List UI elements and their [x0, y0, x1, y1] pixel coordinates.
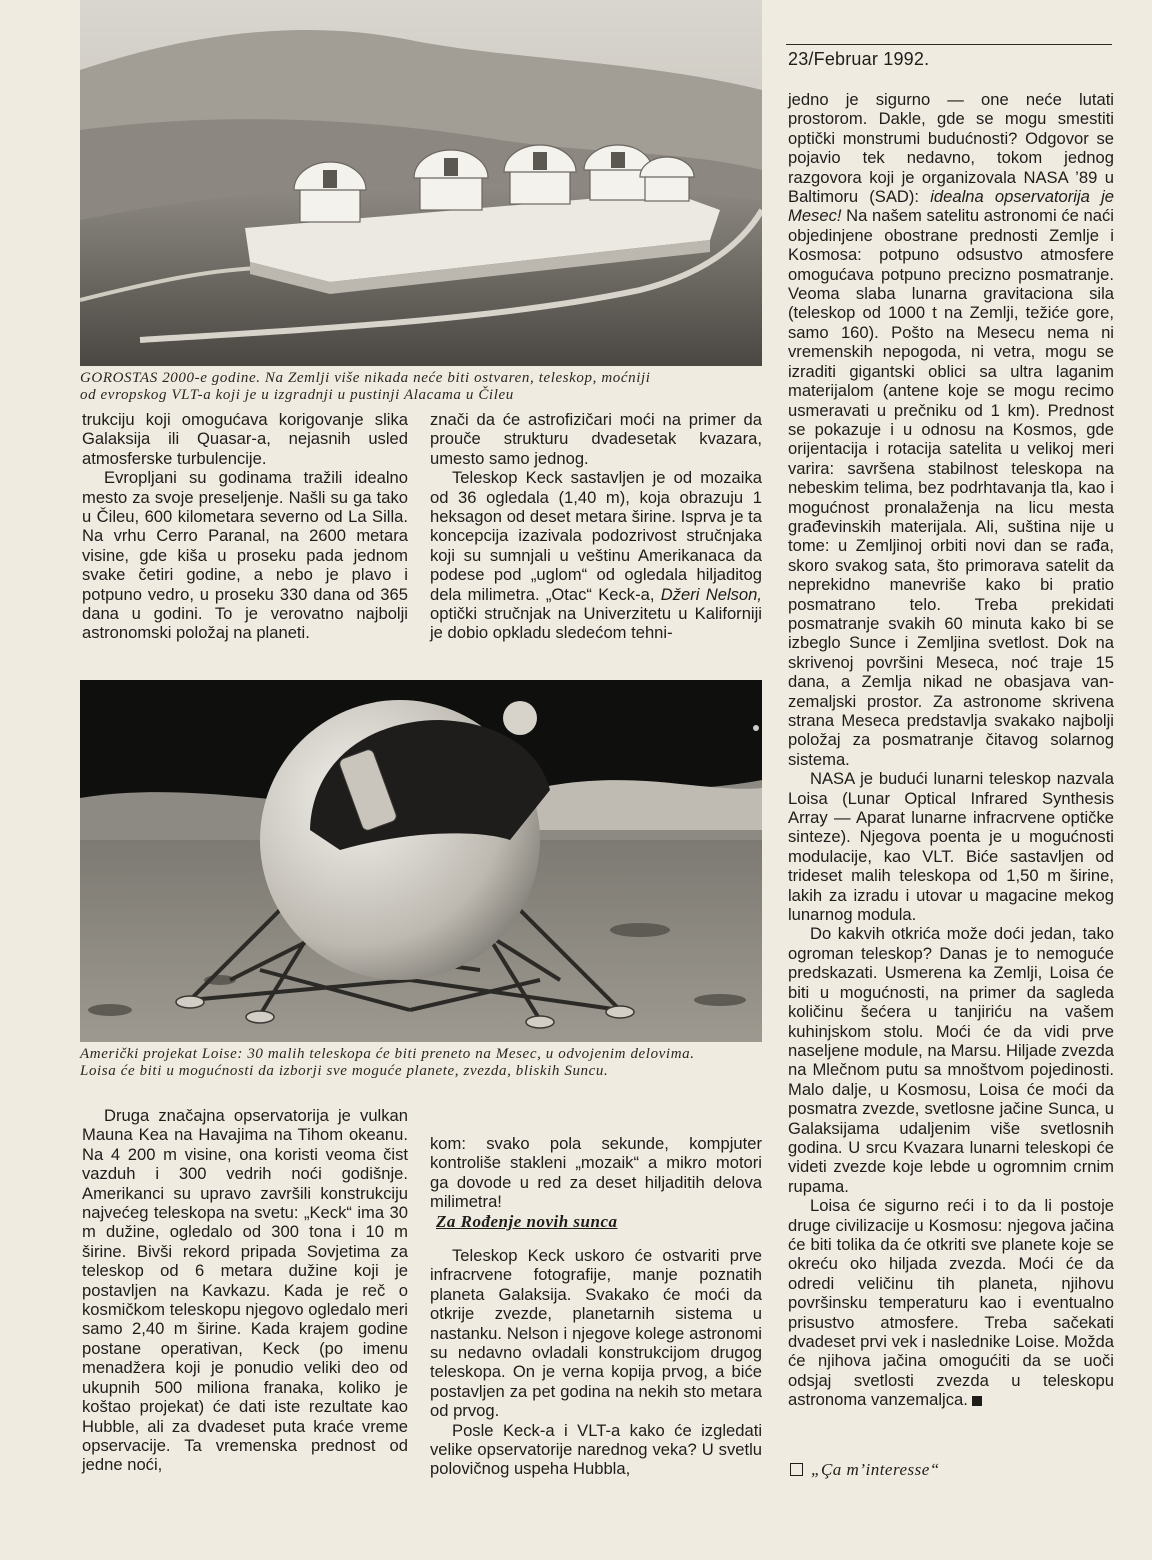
- paragraph: trukciju koji omogućava korigovanje slika Galaksija ili Quasar-a, nejasnih usled atmosferske turbulencije.: [82, 410, 408, 468]
- caption-line: Američki projekat Loise: 30 malih teleskopa će biti preneto na Mesec, u odvojenim delovima.: [80, 1046, 695, 1062]
- article-column-b-top: [430, 410, 762, 643]
- article-column-a-top: [82, 410, 408, 643]
- paragraph: NASA je budući lunarni teleskop nazvala Loisa (Lunar Optical Infrared Synthesis Array — Aparat lunarne infracrvene optičke sinteze). Njegova poenta je u mogućnosti modulacije, kao VLT. Biće sastavljen od trideset malih teleskopa od 1,50 m širine, lakih za izradu i utovar u magacine mekog lunarnog modula.: [788, 769, 1114, 925]
- source-signature: [790, 1460, 940, 1480]
- text-run: Teleskop Keck sastavljen je od mozaika od 36 ogledala (1,40 m), koja obrazuju 1 heksagon od deset metara širine. Isprva je ta koncepcija izazivala podozrivost stručnjaka koji su sumnjali u veštinu Amerikanaca da podese pod „uglom“ od ogledala hiljaditog dela milimetra. „Otac“ Keck-a,: [430, 468, 762, 604]
- article-column-a-bottom: [82, 1106, 408, 1475]
- top-photo-caption: [80, 370, 770, 404]
- lunar-telescope-illustration: [80, 680, 762, 1042]
- text-run: jedno je sigurno — one neće lutati prostorom. Dakle, gde se mogu smestiti optički monstrumi budućnosti? Odgovor se pojavio tek nedavno, tokom jednog razgovora koji je organizovala NASA ’89 u Baltimoru (SAD):: [788, 90, 1114, 207]
- article-column-b-bottom: [430, 1134, 762, 1212]
- section-subheading: Za Rođenje novih sunca: [436, 1212, 618, 1231]
- caption-line: GOROSTAS 2000-e godine. Na Zemlji više nikada neće biti ostvaren, teleskop, moćniji: [80, 370, 651, 386]
- paragraph: kom: svako pola sekunde, kompjuter kontroliše stakleni „mozaik“ a mikro motori ga dovode u red za deset hiljaditih delova milimetra!: [430, 1134, 762, 1212]
- paragraph: Do kakvih otkrića može doći jedan, tako ogroman teleskop? Danas je to nemoguće predskazati. Usmerena ka Zemlji, Loisa će biti u mogućnosti, na primer da sagleda količinu šećera u tanjiriću na vašem kuhinjskom stolu. Moći će da vidi prve naseljene module, na Marsu. Hiljade zvezda na Mlečnom putu sa mnoštvom pojedinosti. Malo dalje, u Kosmosu, Loisa će moći da posmatra zvezde, svetlosne jačine Sunca, u Galaksijama udaljenim više svetlosnih godina. U srcu Kvazara lunarni teleskopi će videti zvezde koje lebde u ogromnim crnim rupama.: [788, 924, 1114, 1196]
- paragraph: Druga značajna opservatorija je vulkan Mauna Kea na Havajima na Tihom okeanu. Na 4 200 m visine, ona koristi veoma čist vazduh i 300 vedrih noći godišnje. Amerikanci su upravo završili konstrukciju najvećeg teleskopa na svetu: „Keck“ ima 30 m dužine, ogledalo od 300 tona i 10 m širine. Bivši rekord pripada Sovjetima za teleskop od 6 metara dužine koji je postavljen na Kavkazu. Kada je reč o kosmičkom teleskopu njegovo ogledalo meri samo 2,40 m širine. Kada krajem godine postane operativan, Keck (po imenu menadžera koji je ponudio veliki deo od ukupnih 500 miliona franaka, koliko je koštao projekat) će dati iste rezultate kao Hubble, ali za dvadeset puta kraće vreme opservacije. Ta vremenska prednost od jedne noći,: [82, 1106, 408, 1475]
- paragraph: [788, 1196, 1114, 1409]
- end-mark-icon: [972, 1396, 982, 1406]
- lunar-photo-caption: [80, 1046, 770, 1080]
- paragraph: [788, 90, 1114, 769]
- header-rule: [786, 44, 1112, 45]
- paragraph: [430, 468, 762, 643]
- checkbox-square-icon: [790, 1463, 803, 1476]
- paragraph: Evropljani su godinama tražili idealno mesto za svoje preseljenje. Našli su ga tako u Čileu, 600 kilometara severno od La Silla. Na vrhu Cerro Paranal, na 2600 metara visine, gde kiša u proseku pada jednom svake četiri godine, a nebo je plavo i potpuno vedro, u proseku 330 dana od 365 dana u godini. To je verovatno najbolji astronomski položaj na planeti.: [82, 468, 408, 643]
- observatory-photo: [80, 0, 762, 366]
- text-run: Loisa će sigurno reći i to da li postoje druge civilizacije u Kosmosu: njegova jačina će biti tolika da će otkriti sve planete koje se okreću oko hiljada zvezda. Moći će da odredi veličinu tih planeta, njihovu površinsku temperaturu kao i eventualno prisustvo atmosfere. Treba sačekati dvadeset prvi vek i naslednike Loise. Možda će njihova jačina omogućiti da se uoči odsjaj svetlosti zvezda u teleskopu astronoma vanzemaljca.: [788, 1196, 1114, 1410]
- text-run: Na našem satelitu astronomi će naći objedinjene obostrane prednosti Zemlje i Kosmosa: potpuno odsustvo atmosfere omogućava potpuno precizno posmatranje. Veoma slaba lunarna gravitaciona sila (teleskop od 1000 t na Zemlji, težiće gore, samo 160). Pošto na Mesecu nema ni vremenskih nepogoda, ni vetra, mogu se izraditi gigantski oblici sa ultra laganim materijalom (antene koje se mogu recimo usmeravati u prečniku od 1 km). Prednost se pokazuje i u odnosu na Kosmos, gde orijentacija i rotacija satelita u velikoj meri varira: savršena stabilnost teleskopa na nebeskim telima, bez podrhtavanja tla, kao i mogućnost pronalaženja na licu mesta građevinskih materijala. Ali, suština nije u tome: u Zemljinoj orbiti novi dan se rađa, skoro svakog sata, što primorava satelit da neprekidno manevriše kako bi pratio posmatrano telo. Treba prekidati posmatranje svakih 60 minuta kako bi se izbeglo Sunce i Zemljina svetlost. Dok na skrivenoj površini Meseca, noć traje 15 dana, a Zemlja nikad ne obasjava van-zemaljski prostor. Za astronome skrivena strana Meseca predstavlja svakako najbolji položaj za posmatranje čitavog solarnog sistema.: [788, 206, 1114, 769]
- caption-line: od evropskog VLT-a koji je u izgradnji u pustinji Alacama u Čileu: [80, 387, 514, 403]
- paragraph: Posle Keck-a i VLT-a kako će izgledati velike opservatorije narednog veka? U svetlu polovičnog uspeha Hubbla,: [430, 1420, 762, 1479]
- person-name: Džeri Nelson,: [660, 584, 762, 604]
- emphasis-text: idealna opservatorija je Mesec!: [788, 187, 1114, 226]
- caption-line: Loisa će biti u mogućnosti da izborji sve moguće planete, zvezda, bliskih Suncu.: [80, 1063, 609, 1079]
- paragraph: Teleskop Keck uskoro će ostvariti prve infracrvene fotografije, manje poznatih planeta Galaksija. Svakako će moći da otkrije zvezde, planetarnih sistema u nastanku. Nelson i njegove kolege astronomi su nedavno ovladali konstrukcijom drugog teleskopa. On je verna kopija prvog, a biće postavljen za pet godina na nekih sto metara od prvog.: [430, 1246, 762, 1421]
- page-date: 23/Februar 1992.: [788, 49, 930, 69]
- paragraph: znači da će astrofizičari moći na primer da prouče strukturu dvadesetak kvazara, umesto samo jednog.: [430, 410, 762, 468]
- text-run: optički stručnjak na Univerzitetu u Kaliforniji je dobio opkladu sledećom tehni-: [430, 604, 762, 643]
- article-column-b-section: [430, 1246, 762, 1479]
- article-column-c: [788, 90, 1114, 1410]
- source-text: „Ça m’interesse“: [811, 1460, 940, 1479]
